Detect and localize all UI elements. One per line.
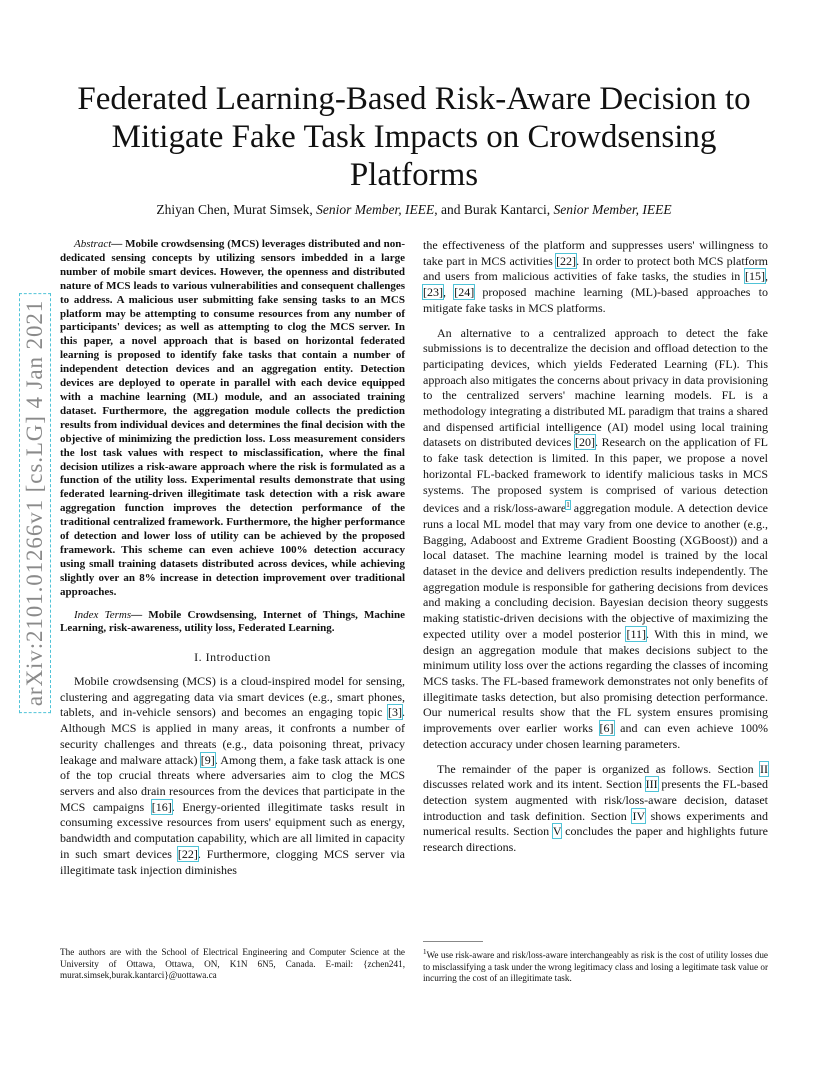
citation-link[interactable]: [11] [626, 626, 646, 641]
section-link[interactable]: V [552, 824, 562, 839]
citation-link[interactable]: [16] [151, 799, 172, 814]
abstract [60, 238, 405, 600]
intro-paragraph-2 [423, 326, 768, 753]
text-run: . Although MCS is applied in many areas, it confronts a number of security challenges and threats (e.g., data poisoning threat, privacy leakage and malware attack) [60, 705, 405, 767]
intro-paragraph-3 [423, 762, 768, 856]
author-role-1: Senior Member, IEEE [316, 202, 435, 217]
text-run: , [443, 285, 455, 300]
index-terms-label: Index Terms [74, 608, 132, 621]
intro-paragraph-1-cont [423, 238, 768, 317]
section-link[interactable]: III [645, 777, 658, 792]
author-names-1: Zhiyan Chen, Murat Simsek, [156, 202, 317, 217]
left-column [60, 238, 405, 887]
text-run: aggregation module. A detection device runs a local ML model that may vary from one device to another (e.g., Bagging, Adaboost and Extreme Gradient Boosting (XGBoost)) and a local dataset. The machine learning model is trained by the local dataset in the device and delivers prediction results independently. The aggregation module is responsible for gathering decisions from devices and making a concluding decision. Bayesian decision theory suggests making statistic-driven decisions with the objective of maximizing the expected utility over a model posterior [423, 501, 768, 641]
text-run: . With this in mind, we design an aggregation module that makes decisions subject to the minimum utility loss over the actions regarding the classes of incoming MCS tasks. The FL-based framework demonstrates not only benefits of illegitimate tasks detection, but also promising detection performance. Our numerical results show that the FL system ensures promising improvements over earlier works [423, 626, 768, 736]
citation-link[interactable]: [3] [388, 705, 402, 720]
index-terms [60, 609, 405, 637]
text-run: shows experiments and numerical results. Section [423, 808, 768, 839]
section-link[interactable]: IV [632, 808, 645, 823]
footnote-marker[interactable]: 1 [566, 501, 570, 510]
author-names-2: , and Burak Kantarci, [434, 202, 554, 217]
text-run: The remainder of the paper is organized as follows. Section [437, 761, 760, 776]
text-run: the effectiveness of the platform and suppresses users' willingness to take part in MCS activities [423, 238, 768, 268]
affiliation-footnote [60, 947, 405, 982]
abstract-label: Abstract [74, 238, 112, 250]
citation-link[interactable]: [6] [599, 721, 614, 736]
risk-footnote [423, 947, 768, 985]
citation-link[interactable]: [24] [454, 285, 475, 300]
arxiv-stamp-text[interactable]: arXiv:2101.01266v1 [cs.LG] 4 Jan 2021 [22, 296, 48, 710]
citation-link[interactable]: [23] [423, 285, 443, 300]
text-run: . Furthermore, clogging MCS server via illegitimate task injection diminishes [60, 846, 405, 877]
text-run: . Among them, a fake task attack is one of the top crucial threats where adversaries aim to clog the MCS servers and also drain resources from the devices that participate in the MCS campaigns [60, 752, 405, 814]
citation-link[interactable]: [15] [745, 269, 765, 284]
citation-link[interactable]: [22] [177, 846, 198, 861]
section-heading: I. Introduction [194, 650, 271, 665]
author-line [60, 202, 768, 218]
affiliation-text: The authors are with the School of Electrical Engineering and Computer Science at the University of Ottawa, Ottawa, ON, K1N 6N5, Canada. E-mail: {zchen241, murat.simsek,burak.kantarci}@uottawa.ca [60, 947, 405, 980]
citation-link[interactable]: [22] [556, 253, 577, 268]
paper-title: Federated Learning-Based Risk-Aware Decision to Mitigate Fake Task Impacts on Crowdsensing Platforms [77, 81, 751, 193]
footnote-text: We use risk-aware and risk/loss-aware interchangeably as risk is the cost of utility losses due to misclassifying a task under the wrong legitimacy class and losing a legitimate task value or incurring the cost of an illegitimate task. [423, 950, 768, 984]
footnote-rule [423, 941, 483, 942]
text-run: presents the FL-based detection system augmented with risk/loss-aware decision, dataset introduction and task definition. Section [423, 777, 768, 823]
index-terms-text: — Mobile Crowdsensing, Internet of Things, Machine Learning, risk-awareness, utility loss, Federated Learning. [60, 608, 405, 635]
arxiv-stamp [14, 268, 56, 738]
text-run: . Energy-oriented illegitimate tasks result in consuming excessive resources from users' equipment such as energy, bandwidth and computation capability, which are all limited in capacity in such smart devices [60, 799, 405, 861]
text-run: concludes the paper and highlights future research directions. [423, 824, 768, 855]
text-run: discusses related work and its intent. Section [423, 777, 646, 792]
section-link[interactable]: II [760, 761, 768, 776]
text-run: , [765, 269, 768, 284]
citation-link[interactable]: [20] [575, 435, 595, 450]
text-run: . Research on the application of FL to fake task detection is limited. In this paper, we propose a novel horizontal FL-backed framework to identify malicious tasks in MCS systems. The proposed system is comprised of various detection devices and a risk/loss-aware [423, 435, 768, 516]
intro-paragraph-1 [60, 674, 405, 878]
right-column [423, 238, 768, 865]
footnote-number: 1 [423, 948, 427, 956]
text-run: and can even achieve 100% detection accuracy under chosen learning parameters. [423, 721, 769, 751]
abstract-text: — Mobile crowdsensing (MCS) leverages distributed and non-dedicated sensing concepts by utilizing sensors imbedded in a large number of mobile smart devices. However, the openness and distributed nature of MCS leads to various vulnerabilities and consequent challenges to address. A malicious user submitting fake sensing tasks to an MCS platform may be attempting to consume resources from any number of participants' devices; as well as attempting to clog the MCS server. In this paper, a novel approach that is based on horizontal federated learning is proposed to identify fake tasks that contain a number of independent detection devices and an aggregation entity. Detection devices are deployed to operate in parallel with each device equipped with a machine learning (ML) module, and an associated training dataset. Furthermore, the aggregation module collects the prediction results from individual devices and determines the final decision with the objective of minimizing the prediction loss. Loss measurement considers the lost task values with respect to misclassification, where the final decision utilizes a risk-aware approach where the risk is formulated as a function of the utility loss. Experimental results demonstrate that using federated learning-driven illegitimate task detection with a risk aware aggregation function improves the detection performance of the traditional centralized framework. Furthermore, the higher performance of detection and lower loss of utility can be achieved by the proposed framework. This scheme can even achieve 100% detection accuracy using small training datasets distributed across devices, while achieving slightly over an 8% increase in detection improvement over traditional approaches. [60, 238, 405, 598]
citation-link[interactable]: [9] [200, 752, 215, 767]
text-run: . In order to protect both MCS platform and users from malicious activities of fake tasks, the studies in [423, 253, 768, 284]
author-role-2: Senior Member, IEEE [553, 202, 672, 217]
text-run: An alternative to a centralized approach to detect the fake submissions is to decentralize the decision and offload detection to the participating devices, which yields Federated Learning (FL). This approach also mitigates the concerns about privacy in data provisioning to the centralized servers' machine learning models. FL is a methodology integrating a distributed ML paradigm that trains a shared and dispensed artificial intelligence (AI) model using local training datasets on distributed devices [423, 325, 768, 450]
text-run: proposed machine learning (ML)-based approaches to mitigate fake tasks in MCS platforms. [423, 285, 768, 315]
text-run: Mobile crowdsensing (MCS) is a cloud-inspired model for sensing, clustering and aggregating data via smart devices (e.g., smart phones, tablets, and in-vehicle sensors) and becomes an engaging topic [60, 674, 405, 720]
